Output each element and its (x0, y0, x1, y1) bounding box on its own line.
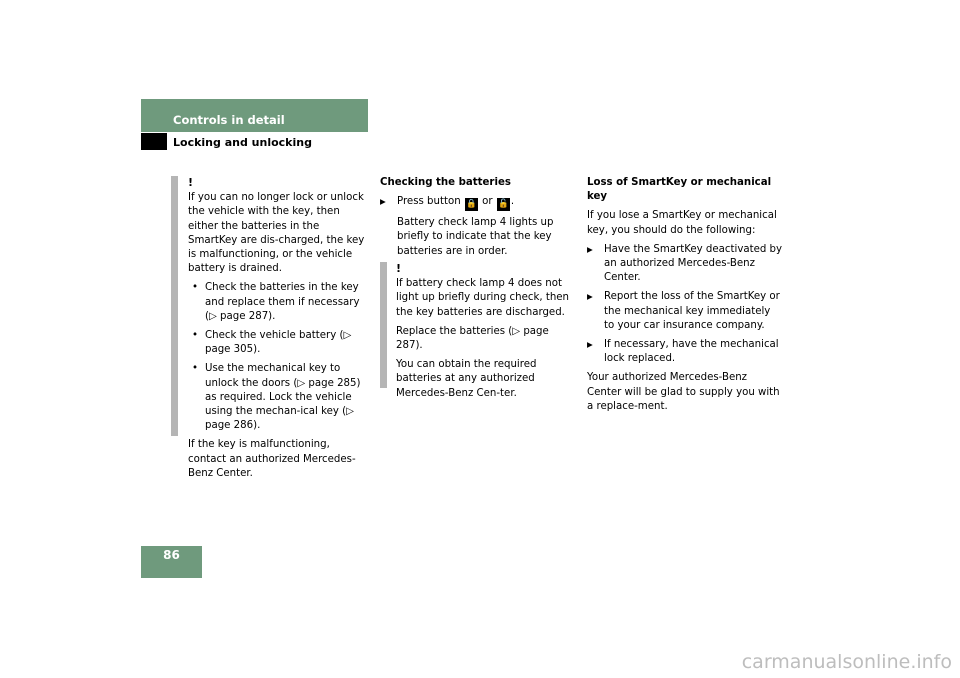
step-item: ▶ Have the SmartKey deactivated by an authorized Mercedes-Benz Center. (587, 243, 783, 286)
step-text: Press button (397, 196, 461, 208)
warning-icon: ! (396, 262, 402, 275)
loss-of-key-section (587, 176, 783, 419)
note-bullet-list (188, 281, 370, 433)
step-item: ▶ Report the loss of the SmartKey or the mechanical key immediately to your car insurance company. (587, 290, 783, 333)
note-footer: If the key is malfunctioning, contact an authorized Mercedes-Benz Center. (188, 439, 356, 479)
note-text: If battery check lamp 4 does not light up briefly during check, then the key batteries are discharged. (396, 278, 569, 318)
list-item: • Check the batteries in the key and replace them if necessary (▷ page 287). (188, 281, 370, 324)
note-lost-key (188, 176, 370, 486)
section-intro: If you lose a SmartKey or mechanical key, you should do the following: (587, 210, 777, 236)
subsection-title: Locking and unlocking (173, 136, 312, 149)
section-heading: Loss of SmartKey or mechanical key (587, 177, 772, 203)
step-text-or: or (482, 196, 493, 208)
step-item: ▶ If necessary, have the mechanical lock replaced. (587, 338, 783, 366)
section-marker (141, 133, 167, 150)
step-item (380, 195, 576, 211)
step-text-end: . (510, 196, 515, 208)
watermark-text: carmanualsonline.info (741, 651, 952, 673)
lock-icon: 🔒 (466, 199, 477, 210)
note-bar (171, 176, 178, 436)
note-bar (380, 262, 387, 388)
checking-batteries-section (380, 176, 576, 264)
steps-list (380, 195, 576, 259)
section-title: Controls in detail (173, 113, 285, 127)
note-text: You can obtain the required batteries at any authorized Mercedes-Benz Cen-ter. (396, 359, 537, 399)
unlock-icon: 🔓 (498, 199, 509, 210)
steps-list (587, 243, 783, 367)
list-item: • Use the mechanical key to unlock the doors (▷ page 285) as required. Lock the vehicle using the mechan-ical key (▷ page 286). (188, 362, 370, 433)
section-heading: Checking the batteries (380, 177, 511, 188)
section-footer: Your authorized Mercedes-Benz Center will be glad to supply you with a replace-ment. (587, 372, 780, 412)
note-battery-check (396, 262, 576, 406)
warning-icon: ! (188, 176, 194, 189)
list-item: • Check the vehicle battery (▷ page 305). (188, 329, 370, 357)
page-number: 86 (163, 548, 180, 562)
step-result: Battery check lamp 4 lights up briefly to indicate that the key batteries are in order. (397, 217, 554, 257)
note-intro: If you can no longer lock or unlock the vehicle with the key, then either the batteries in the SmartKey are dis-charged, the key is malfunctioning, or the vehicle battery is drained. (188, 192, 365, 275)
note-text: Replace the batteries (▷ page 287). (396, 325, 549, 352)
